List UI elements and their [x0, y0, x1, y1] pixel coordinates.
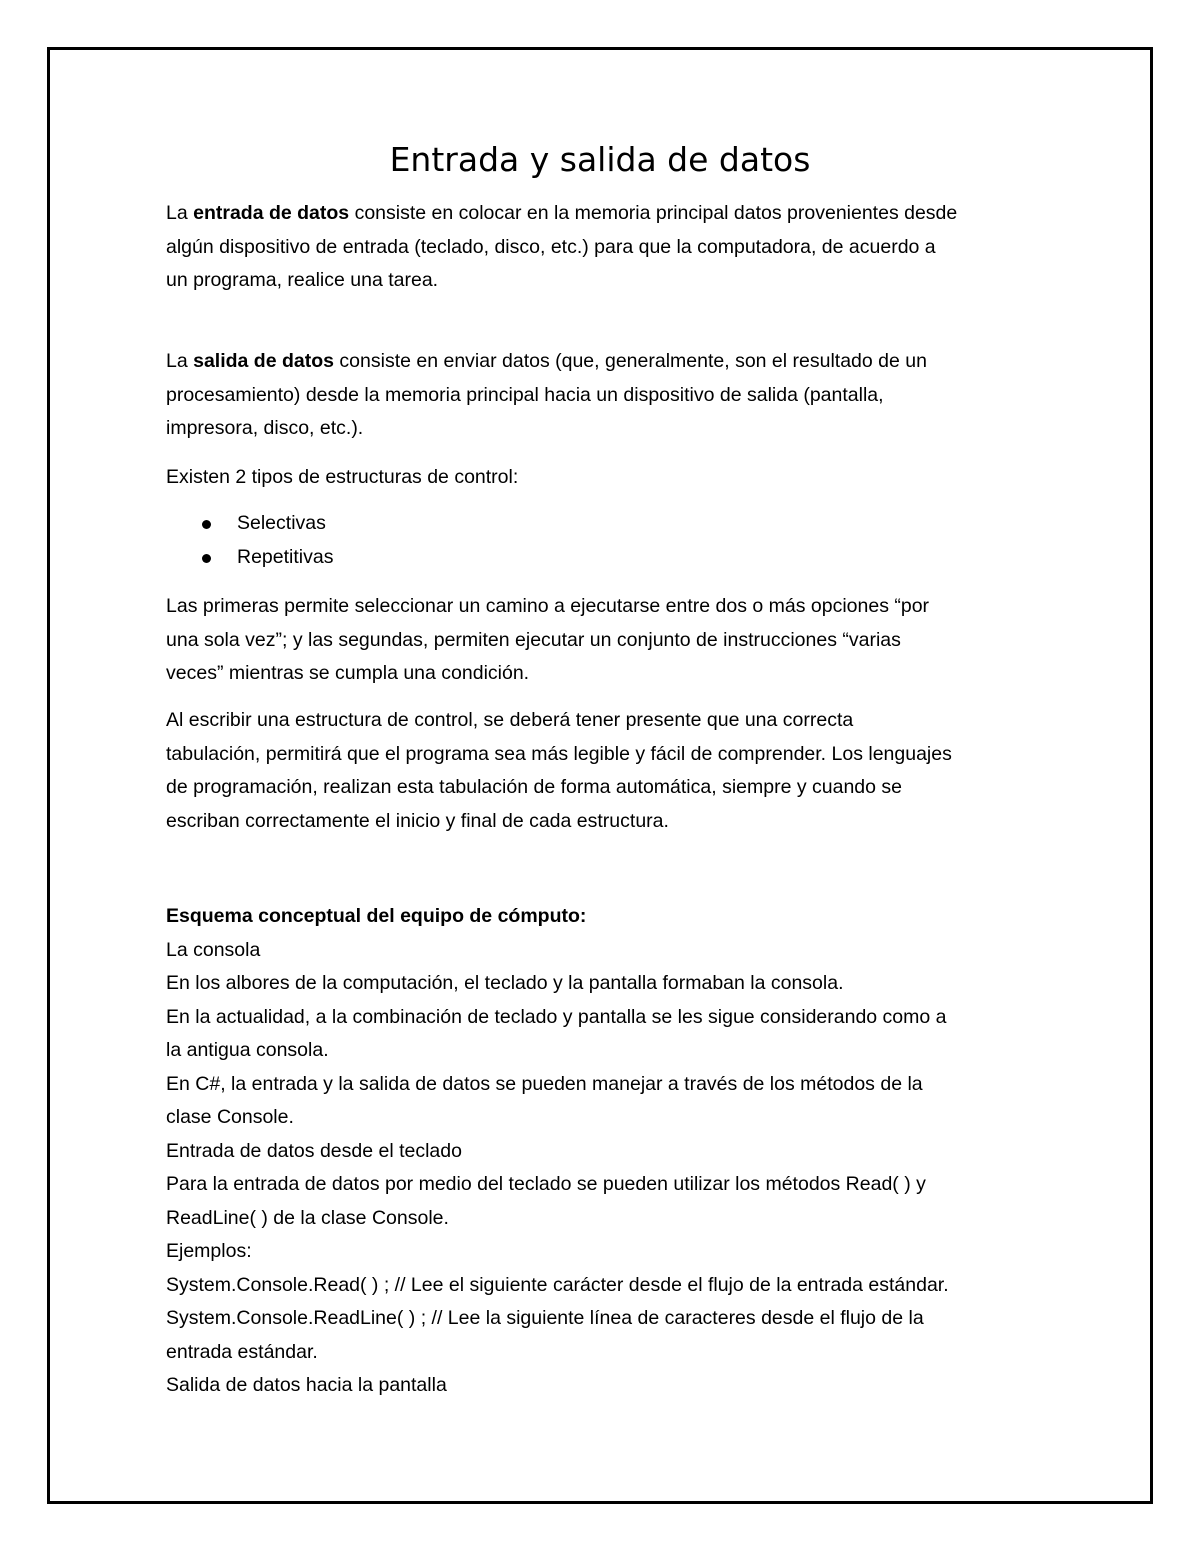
document-title: Entrada y salida de datos [389, 140, 811, 179]
list-item: Repetitivas [166, 541, 1036, 575]
section-heading: Esquema conceptual del equipo de cómputo: [166, 905, 587, 927]
term-entrada-de-datos: entrada de datos [193, 202, 350, 224]
term-salida-de-datos: salida de datos [193, 350, 334, 372]
section-esquema: Esquema conceptual del equipo de cómputo: La consola En los albores de la computación, el teclado y la pantalla formaban la consola. En la actualidad, a la combinación de teclado y pantalla se les sigue considerando como a la antigua consola. En C#, la entrada y la salida de datos se pueden manejar a través de los métodos de la clase Console. Entrada de datos desde el teclado Para la entrada de datos por medio del teclado se pueden utilizar los métodos Read( ) y ReadLine( ) de la clase Console. Ejemplos: System.Console.Read( ) ; // Lee el siguiente carácter desde el flujo de la entrada estándar. System.Console.ReadLine( ) ; // Lee la siguiente línea de caracteres desde el flujo de la entrada estándar. Salida de datos hacia la pantalla [166, 905, 949, 1396]
bullet-icon [202, 554, 211, 563]
paragraph-entrada: La entrada de datos consiste en colocar en la memoria principal datos provenientes desde algún dispositivo de entrada (teclado, disco, etc.) para que la computadora, de acuerdo a un programa, realice una tarea. [166, 202, 958, 291]
bullet-icon [202, 520, 211, 529]
list-item: Selectivas [166, 507, 1036, 541]
paragraph-salida: La salida de datos consiste en enviar datos (que, generalmente, son el resultado de un procesamiento) desde la memoria principal hacia un dispositivo de salida (pantalla, impresora, disco, etc.). [166, 350, 927, 439]
bullet-list [166, 507, 1036, 574]
paragraph-tabulacion: Al escribir una estructura de control, se deberá tener presente que una correcta tabulación, permitirá que el programa sea más legible y fácil de comprender. Los lenguajes de programación, realizan esta tabulación de forma automática, siempre y cuando se escriban correctamente el inicio y final de cada estructura. [166, 709, 952, 832]
paragraph-primeras: Las primeras permite seleccionar un camino a ejecutarse entre dos o más opciones “por una sola vez”; y las segundas, permiten ejecutar un conjunto de instrucciones “varias veces” mientras se cumpla una condición. [166, 595, 930, 684]
paragraph-tipos: Existen 2 tipos de estructuras de control: [166, 466, 519, 488]
